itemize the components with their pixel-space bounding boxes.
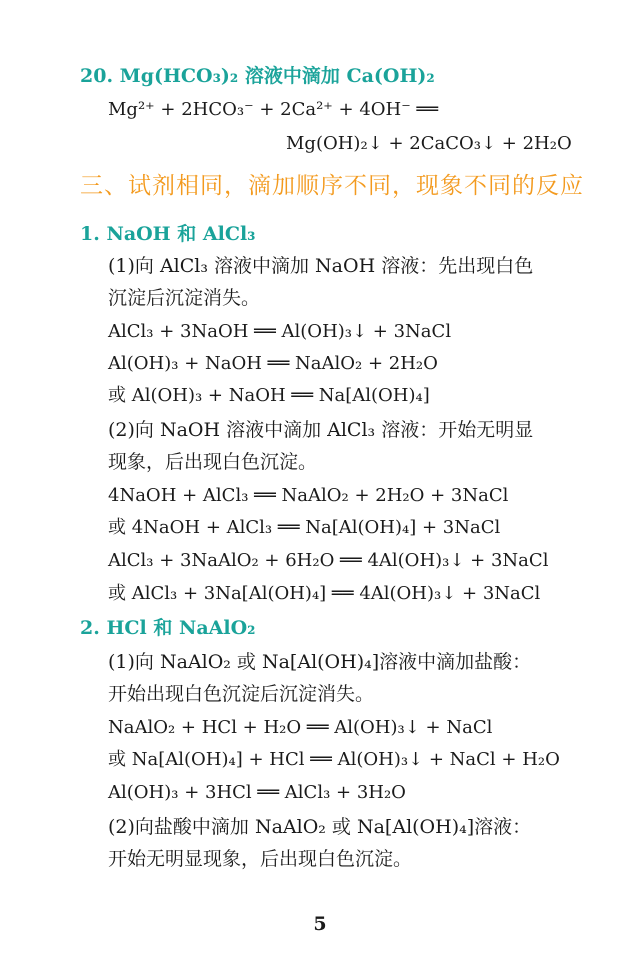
item2-eq1: NaAlO₂ + HCl + H₂O ══ Al(OH)₃↓ + NaCl (108, 717, 493, 738)
section3-heading: 三、试剂相同，滴加顺序不同，现象不同的反应 (80, 173, 584, 199)
item20-equation-line1: Mg²⁺ + 2HCO₃⁻ + 2Ca²⁺ + 4OH⁻ ══ (108, 99, 439, 120)
item1-eq5: 或 4NaOH + AlCl₃ ══ Na[Al(OH)₄] + 3NaCl (108, 517, 501, 538)
item2-para1-line2: 开始出现白色沉淀后沉淀消失。 (108, 683, 375, 705)
item2-eq3: Al(OH)₃ + 3HCl ══ AlCl₃ + 3H₂O (108, 782, 406, 803)
item2-title: 2. HCl 和 NaAlO₂ (80, 617, 256, 639)
item1-eq2: Al(OH)₃ + NaOH ══ NaAlO₂ + 2H₂O (108, 353, 438, 374)
item2-para2-line2: 开始无明显现象，后出现白色沉淀。 (108, 848, 413, 870)
item1-eq6: AlCl₃ + 3NaAlO₂ + 6H₂O ══ 4Al(OH)₃↓ + 3NaCl (108, 550, 549, 571)
item1-eq1: AlCl₃ + 3NaOH ══ Al(OH)₃↓ + 3NaCl (108, 321, 452, 342)
item1-eq4: 4NaOH + AlCl₃ ══ NaAlO₂ + 2H₂O + 3NaCl (108, 485, 509, 506)
page-number: 5 (313, 913, 327, 935)
item2-eq2: 或 Na[Al(OH)₄] + HCl ══ Al(OH)₃↓ + NaCl + H₂O (108, 749, 560, 770)
item1-eq3: 或 Al(OH)₃ + NaOH ══ Na[Al(OH)₄] (108, 385, 430, 406)
item1-para2-line2: 现象，后出现白色沉淀。 (108, 451, 318, 473)
item2-para1-line1: (1)向 NaAlO₂ 或 Na[Al(OH)₄]溶液中滴加盐酸： (108, 651, 532, 673)
item1-para1-line2: 沉淀后沉淀消失。 (108, 287, 261, 309)
item1-para2-line1: (2)向 NaOH 溶液中滴加 AlCl₃ 溶液：开始无明显 (108, 419, 534, 441)
item2-para2-line1: (2)向盐酸中滴加 NaAlO₂ 或 Na[Al(OH)₄]溶液： (108, 816, 532, 838)
item1-eq7: 或 AlCl₃ + 3Na[Al(OH)₄] ══ 4Al(OH)₃↓ + 3NaCl (108, 583, 541, 604)
item20-title: 20. Mg(HCO₃)₂ 溶液中滴加 Ca(OH)₂ (80, 65, 435, 87)
item1-para1-line1: (1)向 AlCl₃ 溶液中滴加 NaOH 溶液：先出现白色 (108, 255, 534, 277)
item1-title: 1. NaOH 和 AlCl₃ (80, 223, 256, 245)
item20-equation-line2: Mg(OH)₂↓ + 2CaCO₃↓ + 2H₂O (286, 133, 572, 154)
